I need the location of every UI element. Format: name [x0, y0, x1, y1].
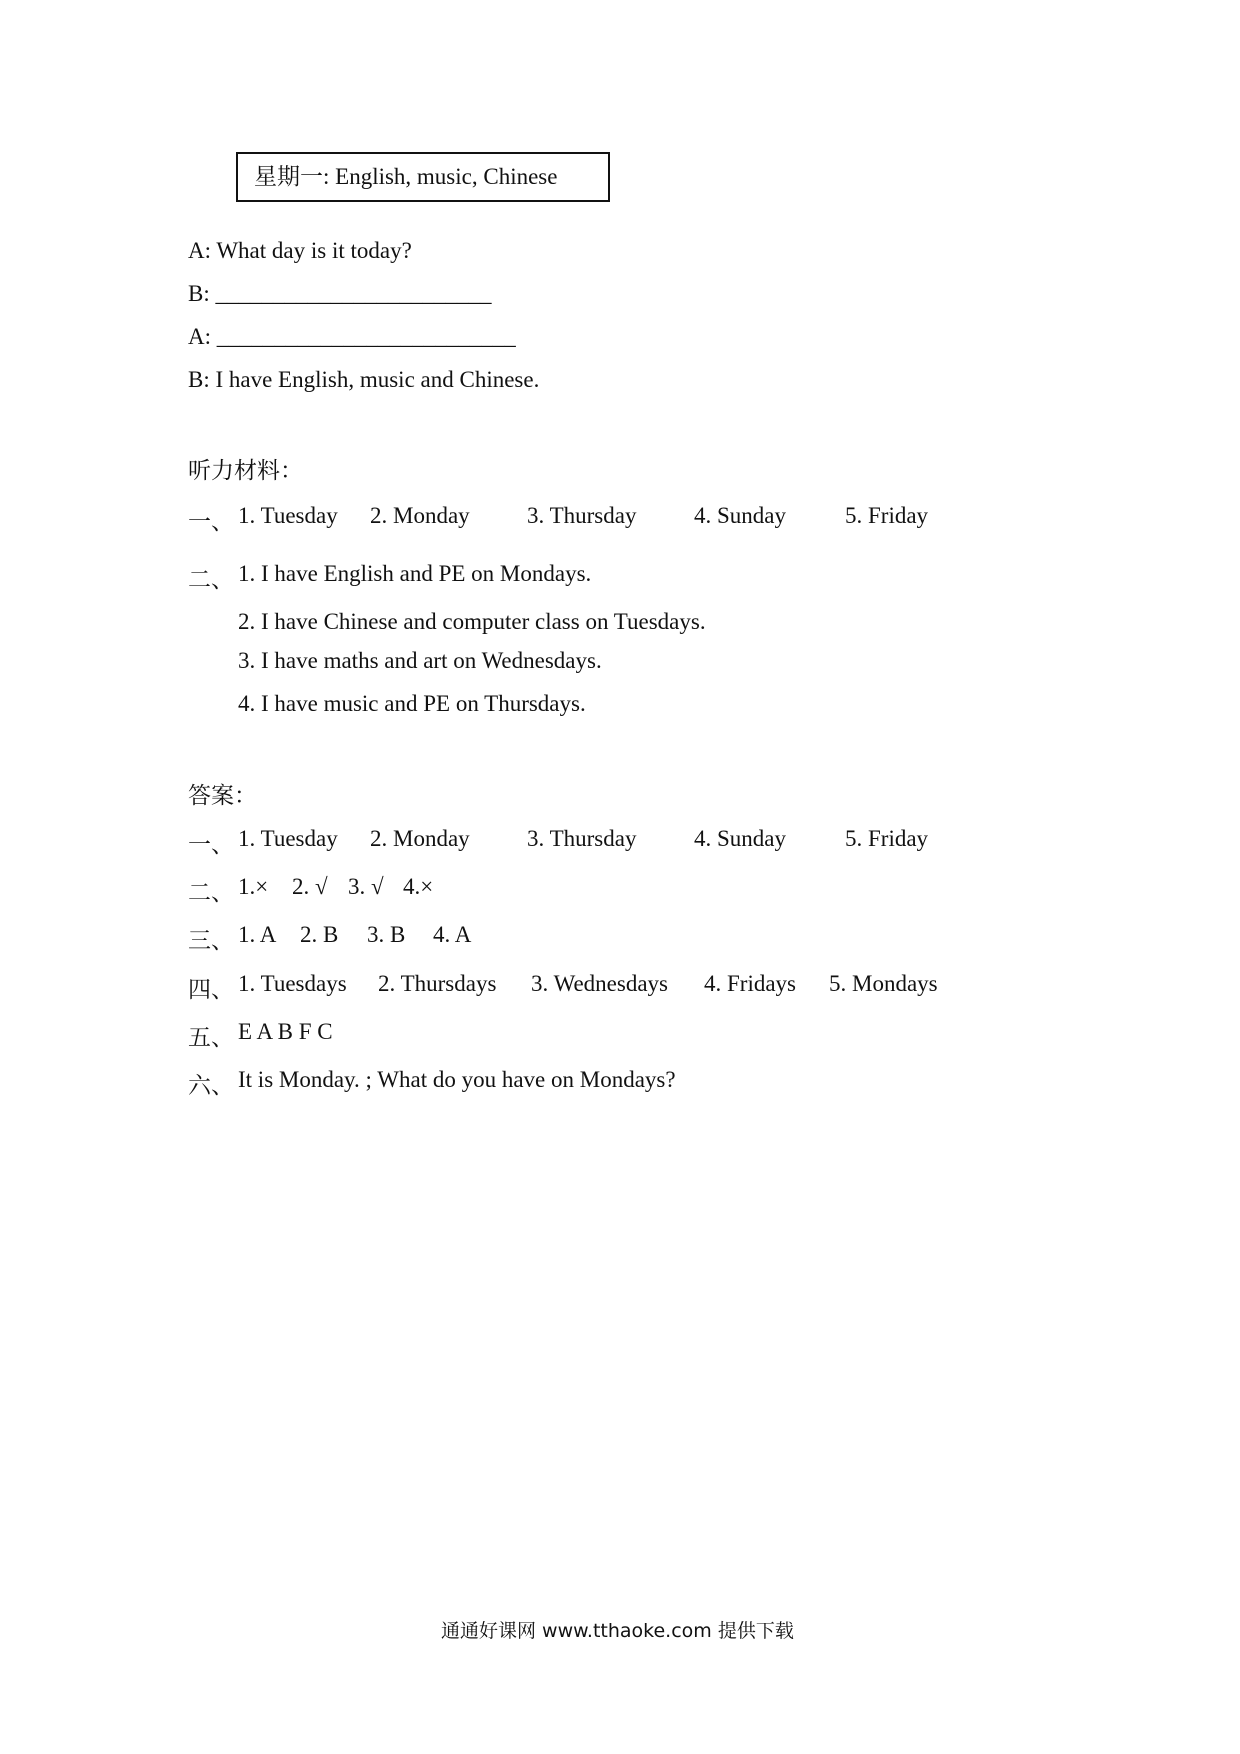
- answers-part6-prefix: 六、: [188, 1073, 234, 1098]
- listening-part1-prefix: 一、: [188, 509, 234, 534]
- answers-part3-item: 1. A: [238, 922, 277, 947]
- answers-part2-item: 1.×: [238, 874, 269, 899]
- answers-part4-item: 5. Mondays: [829, 971, 938, 996]
- dialogue-line-2: B: ________________________: [188, 281, 492, 306]
- listening-heading: 听力材料：: [188, 458, 303, 483]
- listening-part1-item: 3. Thursday: [527, 503, 637, 528]
- answers-part4-item: 4. Fridays: [704, 971, 796, 996]
- schedule-box: [236, 152, 610, 202]
- listening-part1-item: 4. Sunday: [694, 503, 786, 528]
- answers-part1-item: 4. Sunday: [694, 826, 786, 851]
- answers-part5-text: E A B F C: [238, 1019, 333, 1044]
- answers-part1-item: 1. Tuesday: [238, 826, 338, 851]
- answers-part1-item: 5. Friday: [845, 826, 929, 851]
- dialogue-line-3: A: __________________________: [188, 324, 516, 349]
- answers-part4-item: 3. Wednesdays: [531, 971, 668, 996]
- answers-part3-item: 3. B: [367, 922, 406, 947]
- listening-part2-prefix: 二、: [188, 567, 234, 592]
- answers-part3-item: 4. A: [433, 922, 472, 947]
- answers-part1-item: 2. Monday: [370, 826, 470, 851]
- dialogue-line-1: A: What day is it today?: [188, 238, 412, 263]
- listening-part1-item: 5. Friday: [845, 503, 929, 528]
- listening-part1-item: 1. Tuesday: [238, 503, 338, 528]
- answers-part2-item: 3. √: [348, 874, 384, 899]
- answers-part3-prefix: 三、: [188, 928, 234, 953]
- answers-heading: 答案：: [188, 783, 257, 808]
- page-footer: 通通好课网 www.tthaoke.com 提供下载: [441, 1620, 794, 1642]
- schedule-box-text: 星期一: English, music, Chinese: [254, 164, 558, 189]
- answers-part4-item: 2. Thursdays: [378, 971, 497, 996]
- answers-part2-item: 2. √: [292, 874, 328, 899]
- answers-part4-item: 1. Tuesdays: [238, 971, 347, 996]
- answers-part6-text: It is Monday. ; What do you have on Mondays?: [238, 1067, 676, 1092]
- listening-part2-item: 4. I have music and PE on Thursdays.: [238, 691, 586, 716]
- listening-part2-item: 1. I have English and PE on Mondays.: [238, 561, 592, 586]
- answers-part4-prefix: 四、: [188, 977, 234, 1002]
- dialogue-line-4: B: I have English, music and Chinese.: [188, 367, 540, 392]
- answers-part2-item: 4.×: [403, 874, 434, 899]
- answers-part5-prefix: 五、: [188, 1025, 234, 1050]
- answers-part1-prefix: 一、: [188, 832, 234, 857]
- listening-part2-item: 2. I have Chinese and computer class on Tuesdays.: [238, 609, 706, 634]
- answers-part3-item: 2. B: [300, 922, 339, 947]
- listening-part1-item: 2. Monday: [370, 503, 470, 528]
- listening-part2-item: 3. I have maths and art on Wednesdays.: [238, 648, 602, 673]
- answers-part1-item: 3. Thursday: [527, 826, 637, 851]
- answers-part2-prefix: 二、: [188, 880, 234, 905]
